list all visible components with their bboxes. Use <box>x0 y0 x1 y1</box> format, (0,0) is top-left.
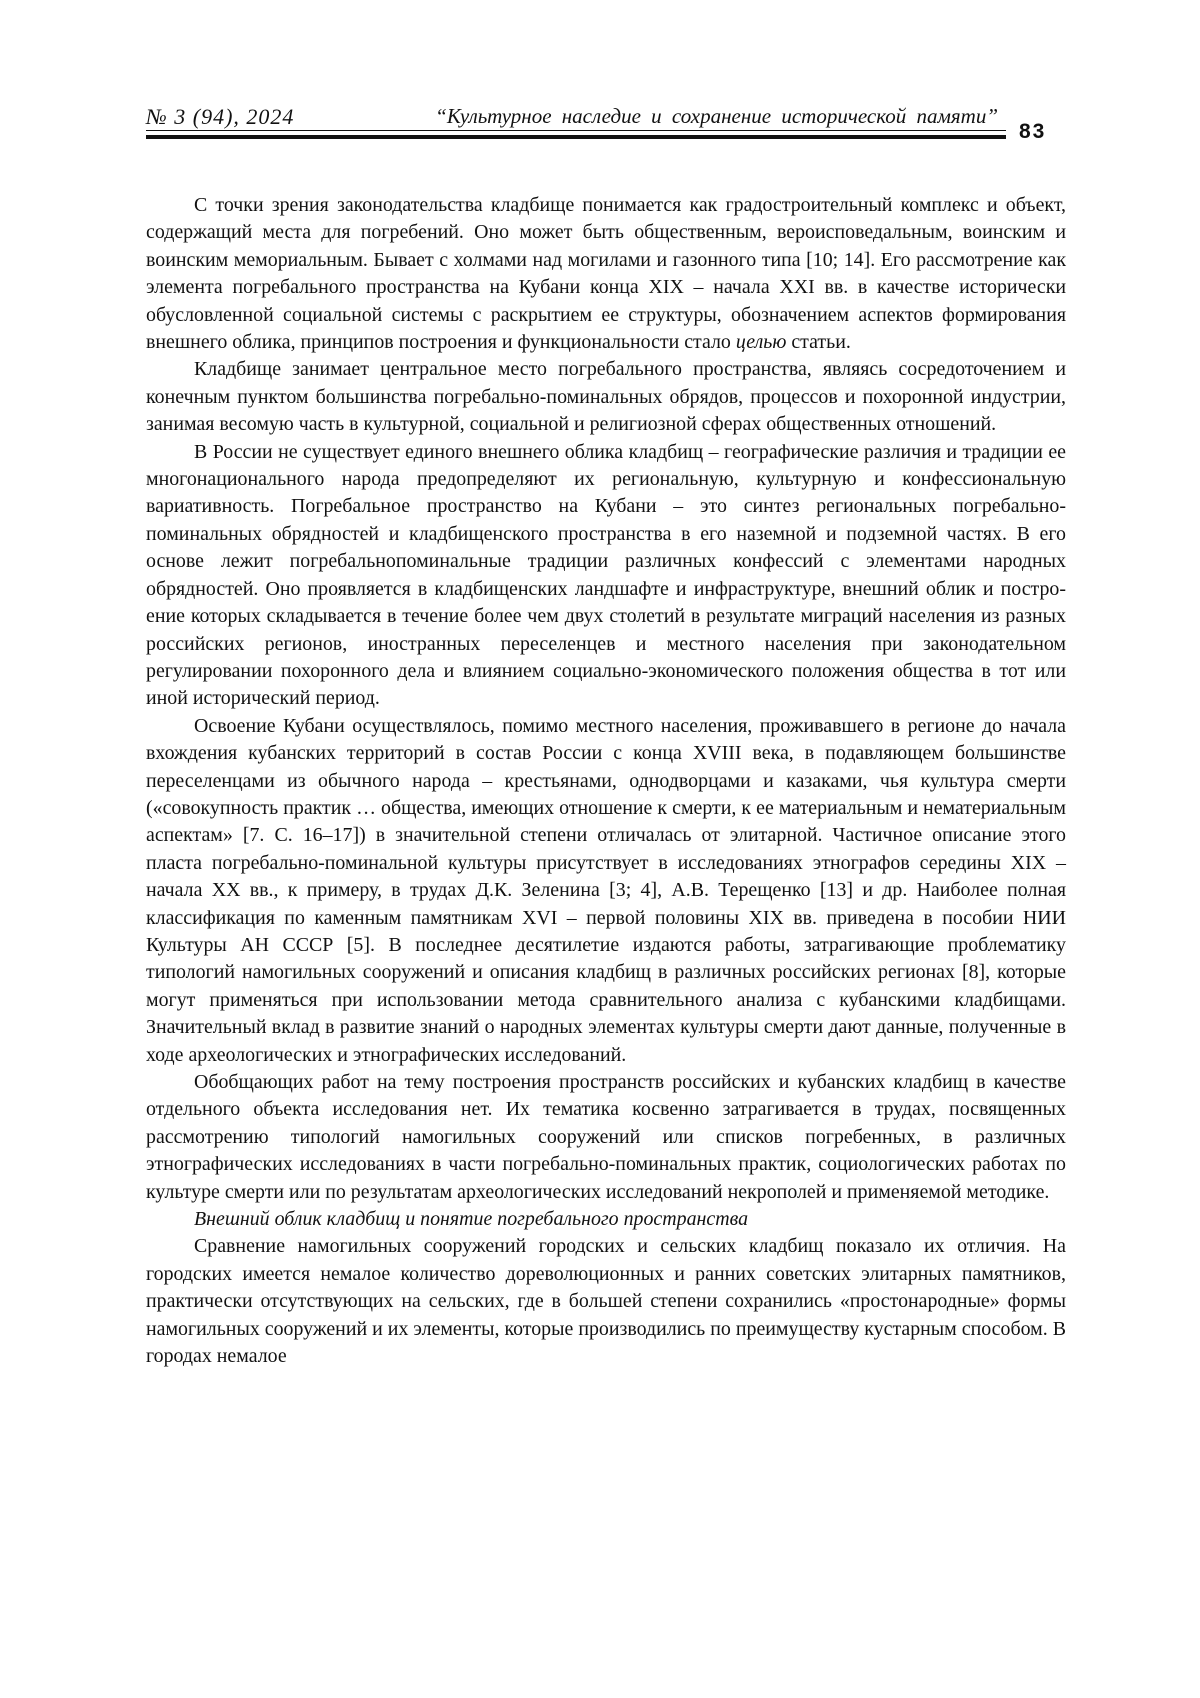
header-rule-thick <box>146 135 1006 139</box>
paragraph-4: Освоение Кубани осуществлялось, помимо местного населения, проживавшего в регионе до начала вхождения кубанских территорий в состав России с конца XVIII века, в подавляющем большинстве переселенцами из обычного народа – крестьянами, однодворцами и казаками, чья культура смерти («совокупность практик … общества, имеющих отношение к смерти, к ее материальным и нематериальным аспектам» [7. С. 16–17]) в значительной степени отличалась от элитарной. Частичное описание этого пласта погребально-поминальной культуры присутствует в исследованиях этнографов середины XIX – начала XX вв., к примеру, в трудах Д.К. Зеленина [3; 4], А.В. Терещенко [13] и др. Наиболее полная классификация по каменным памятникам XVI – первой половины XIX вв. приведена в пособии НИИ Культуры АН СССР [5]. В последнее десятилетие издаются работы, затрагивающие проблематику типологий намогильных сооружений и описания кладбищ в различных российских регионах [8], которые могут применяться при использовании метода сравнительного анализа с кубанскими кладбищами. Значительный вклад в развитие знаний о народных элементах культуры смерти дают данные, полученные в ходе археологических и этнографических исследований. <box>146 714 1066 1066</box>
header-rule-thin <box>146 130 1006 131</box>
paragraph-2: Кладбище занимает центральное место погребального пространства, являясь сосредоточением и конечным пунктом большинства погребально-поминальных обрядов, процессов и похоронной индустрии, занимая весомую часть в культурной, социальной и религиозной сферах общественных отношений. <box>146 358 1066 436</box>
emphasis-goal: целью <box>735 331 787 354</box>
section-subheading: Внешний облик кладбищ и понятие погребального пространства <box>194 1208 749 1231</box>
running-header <box>146 100 1052 140</box>
paragraph-3: В России не существует единого внешнего облика кладбищ – географические различия и традиции ее многонационального народа предопределяют их региональную, культурную и конфессиональную вариативность. Погребальное пространство на Кубани – это синтез региональных погребально-поминальных обрядностей и кладбищенского пространства в его наземной и подземной частях. В его основе лежит погребальнопоминальные традиции различных конфессий с элементами народных обрядностей. Оно проявляется в кладбищенских ландшафте и инфраструктуре, внешний облик и построение которых складывается в течение более чем двух столетий в результате миграций населения из разных российских регионов, иностранных переселенцев и местного населения при законодательном регулировании похоронного дела и влиянием социально-экономического положения общества в тот или иной исторический период. <box>146 440 1066 710</box>
paragraph-1 <box>146 192 1066 356</box>
journal-title: “Культурное наследие и сохранение исторической памяти” <box>435 104 998 128</box>
paragraph-1-end: статьи. <box>786 331 851 354</box>
page-number: 83 <box>1019 120 1047 143</box>
article-body <box>146 192 1066 1370</box>
paragraph-5: Обобщающих работ на тему построения пространств российских и кубанских кладбищ в качестве отдельного объекта исследования нет. Их тематика косвенно затрагивается в трудах, посвященных рассмотрению типологий намогильных сооружений или списков погребенных, в различных этнографических исследованиях в части погребально-поминальных практик, социологических работах по культуре смерти или по результатам археологических исследований некрополей и применяемой методике. <box>146 1071 1066 1203</box>
paragraph-1-text: С точки зрения законодательства кладбище понимается как градостроительный комплекс и объект, содержащий места для погребений. Оно может быть общественным, вероисповедальным, воинским и воинским мемориальным. Бывает с холмами над могилами и газонного типа [10; 14]. Его рассмотрение как элемента погребального пространства на Кубани конца XIX – начала XXI вв. в качестве исторически обусловленной социальной системы с раскрытием ее структуры, обозначением аспектов формирования внешнего облика, принципов построения и функциональности стало <box>146 194 1066 354</box>
paragraph-6: Сравнение намогильных сооружений городских и сельских кладбищ показало их отличия. На городских имеется немалое количество дореволюционных и ранних советских элитарных памятников, практически отсутствующих на сельских, где в большей степени сохранились «простонародные» формы намогильных сооружений и их элементы, которые производились по преимуществу кустарным способом. В городах немалое <box>146 1235 1066 1368</box>
issue-label: № 3 (94), 2024 <box>146 104 295 129</box>
